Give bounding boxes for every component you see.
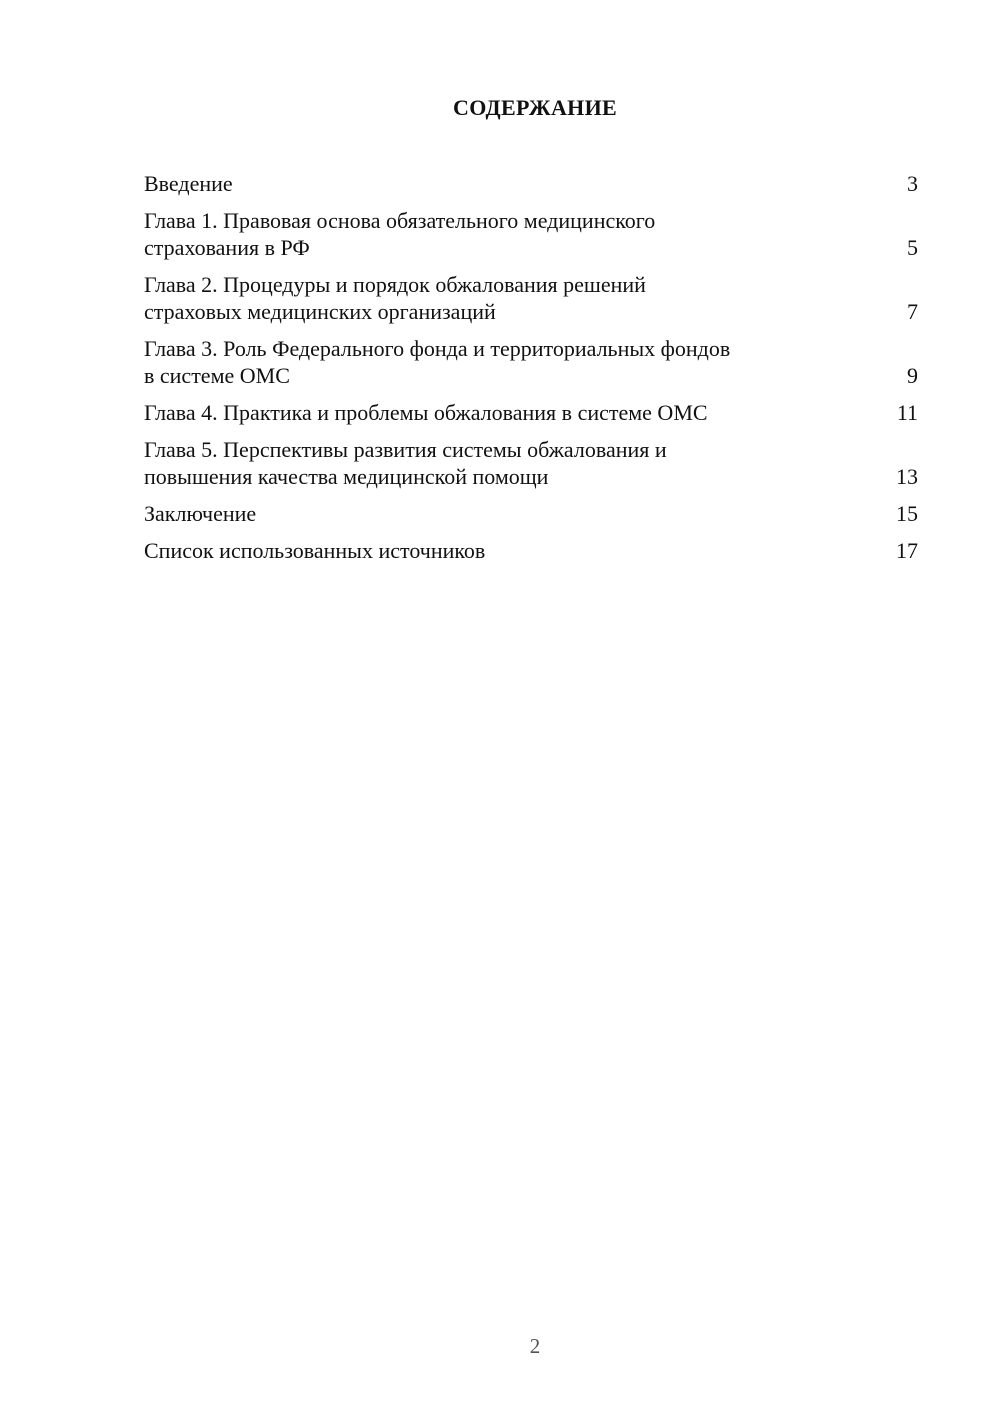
toc-entry-chapter-5	[144, 436, 918, 490]
table-of-contents	[144, 170, 918, 574]
toc-entry-text	[144, 271, 646, 325]
toc-entry-text	[144, 436, 667, 490]
toc-entry-page: 9	[907, 363, 918, 388]
toc-entry-page: 5	[907, 235, 918, 260]
toc-entry-text	[144, 207, 655, 261]
toc-entry-conclusion	[144, 500, 918, 527]
toc-entry-line: Заключение	[144, 501, 257, 526]
toc-entry-text	[144, 500, 256, 527]
toc-entry-line: Глава 4. Практика и проблемы обжалования в системе ОМС	[144, 400, 708, 425]
toc-entry-introduction	[144, 170, 918, 197]
toc-entry-line: Глава 3. Роль Федерального фонда и территориальных фондов	[144, 336, 731, 361]
toc-entry-line: страхования в РФ	[144, 235, 310, 260]
toc-entry-line: Глава 1. Правовая основа обязательного медицинского	[144, 208, 656, 233]
toc-entry-line: Глава 2. Процедуры и порядок обжалования решений	[144, 272, 646, 297]
toc-entry-page: 7	[907, 299, 918, 324]
toc-entry-chapter-2	[144, 271, 918, 325]
toc-entry-chapter-4	[144, 399, 918, 426]
toc-entry-text	[144, 335, 730, 389]
toc-entry-page: 13	[896, 464, 918, 489]
toc-entry-page: 15	[896, 501, 918, 526]
toc-entry-line: Список использованных источников	[144, 538, 486, 563]
toc-entry-text	[144, 537, 485, 564]
toc-entry-line: повышения качества медицинской помощи	[144, 464, 549, 489]
toc-entry-page: 17	[896, 538, 918, 563]
toc-entry-page: 11	[896, 400, 918, 425]
toc-title: СОДЕРЖАНИЕ	[453, 95, 617, 120]
toc-entry-line: страховых медицинских организаций	[144, 299, 496, 324]
toc-entry-chapter-3	[144, 335, 918, 389]
toc-entry-line: Глава 5. Перспективы развития системы обжалования и	[144, 437, 667, 462]
toc-entry-line: Введение	[144, 171, 233, 196]
toc-entry-text	[144, 170, 233, 197]
toc-entry-chapter-1	[144, 207, 918, 261]
page-number: 2	[529, 1334, 541, 1358]
toc-entry-references	[144, 537, 918, 564]
toc-entry-text	[144, 399, 708, 426]
toc-entry-page: 3	[907, 171, 918, 196]
toc-entry-line: в системе ОМС	[144, 363, 290, 388]
